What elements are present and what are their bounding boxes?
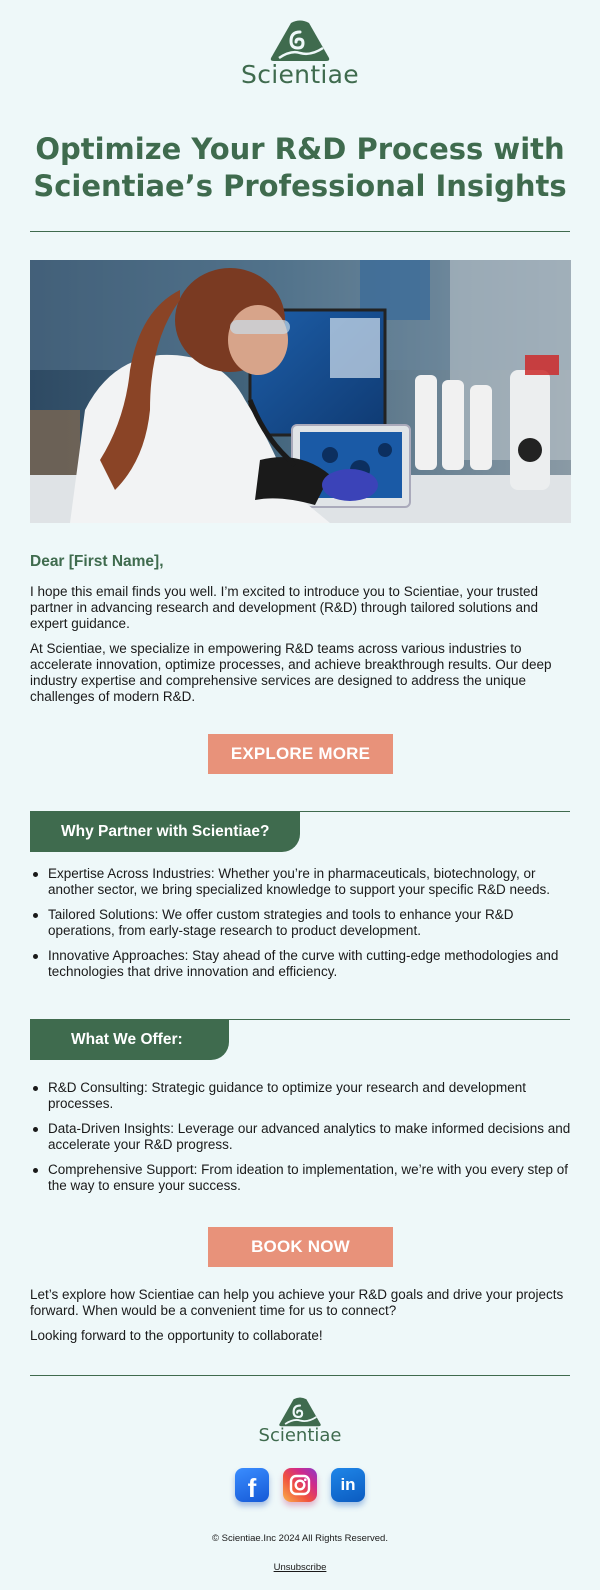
copyright-text: © Scientiae.Inc 2024 All Rights Reserved.	[212, 1533, 388, 1544]
list-item: Expertise Across Industries: Whether you’re in pharmaceuticals, biotechnology, or another sector, we bring specialized knowledge to support your specific R&D needs.	[30, 866, 575, 898]
logo-wordmark: Scientiae	[241, 60, 359, 89]
section-divider	[300, 811, 570, 812]
why-list	[30, 866, 575, 989]
headline-line-2: Scientiae’s Professional Insights	[33, 169, 567, 203]
header-logo[interactable]	[0, 20, 600, 89]
scientiae-logo-icon	[278, 1397, 322, 1427]
logo-wordmark: Scientiae	[258, 1425, 342, 1446]
intro-paragraph-2: At Scientiae, we specialize in empowering R&D teams across various industries to accelerate innovation, optimize processes, and achieve breakthrough results. Our deep industry expertise and comprehensive services are designed to address the unique challenges of modern R&D.	[30, 641, 552, 704]
offer-list	[30, 1080, 575, 1203]
scientiae-logo-icon	[269, 20, 331, 62]
facebook-glyph: f	[247, 1473, 257, 1503]
list-item: R&D Consulting: Strategic guidance to optimize your research and development processes.	[30, 1080, 575, 1112]
list-item: Data-Driven Insights: Leverage our advanced analytics to make informed decisions and accelerate your R&D progress.	[30, 1121, 575, 1153]
instagram-glyph-icon	[283, 1468, 317, 1502]
closing-paragraph-1: Let’s explore how Scientiae can help you achieve your R&D goals and drive your projects forward. When would be a convenient time for us to connect?	[30, 1287, 564, 1318]
what-we-offer-heading: What We Offer:	[30, 1019, 229, 1060]
hero-image	[30, 260, 571, 523]
divider	[30, 231, 570, 232]
linkedin-glyph: in	[340, 1475, 356, 1494]
list-item: Tailored Solutions: We offer custom strategies and tools to enhance your R&D operations, from early-stage research to product development.	[30, 907, 575, 939]
facebook-icon[interactable]	[235, 1468, 269, 1502]
headline	[30, 131, 570, 205]
headline-line-1: Optimize Your R&D Process with	[35, 132, 565, 166]
unsubscribe-link[interactable]: Unsubscribe	[273, 1562, 327, 1573]
intro-paragraph-1: I hope this email finds you well. I’m excited to introduce you to Scientiae, your trusted partner in advancing research and development (R&D) through tailored solutions and expert guidance.	[30, 584, 539, 631]
closing-paragraph-2: Looking forward to the opportunity to collaborate!	[30, 1328, 323, 1343]
linkedin-icon[interactable]	[331, 1468, 365, 1502]
instagram-icon[interactable]	[283, 1468, 317, 1502]
list-item: Comprehensive Support: From ideation to implementation, we’re with you every step of the way to ensure your success.	[30, 1162, 575, 1194]
lab-scientist-photo-icon	[30, 260, 571, 523]
footer-logo[interactable]	[0, 1397, 600, 1446]
book-now-button[interactable]: BOOK NOW	[208, 1227, 393, 1267]
greeting: Dear [First Name],	[30, 553, 164, 570]
section-divider	[229, 1019, 570, 1020]
why-partner-heading: Why Partner with Scientiae?	[30, 811, 300, 852]
divider	[30, 1375, 570, 1376]
list-item: Innovative Approaches: Stay ahead of the curve with cutting-edge methodologies and technologies that drive innovation and efficiency.	[30, 948, 575, 980]
explore-more-button[interactable]: EXPLORE MORE	[208, 734, 393, 774]
